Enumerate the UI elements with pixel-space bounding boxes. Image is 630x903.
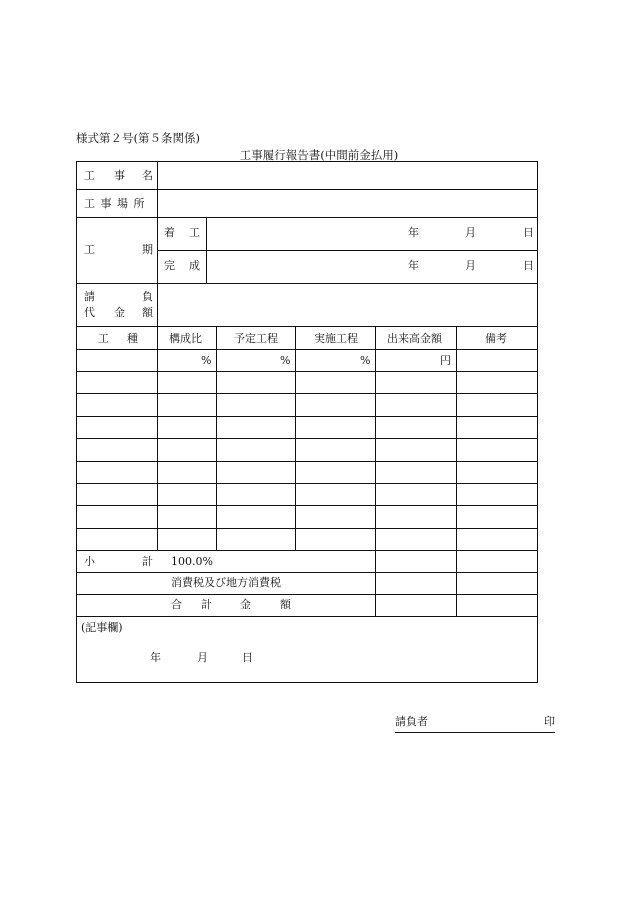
period-label-2: 期 xyxy=(142,243,153,256)
subtotal-ratio: 100.0% xyxy=(171,555,213,568)
rule xyxy=(77,349,537,350)
notes-month: 月 xyxy=(197,651,208,664)
subtotal-label-1: 小 xyxy=(84,555,95,568)
total-label-4: 額 xyxy=(280,598,291,611)
project-name-field[interactable] xyxy=(158,162,537,189)
rule xyxy=(77,528,537,529)
total-label-2: 計 xyxy=(201,598,212,611)
seal-label: 印 xyxy=(544,715,555,728)
contract-amount-label-5: 額 xyxy=(142,306,153,319)
header-amount: 出来高金額 xyxy=(387,332,442,345)
end-month: 月 xyxy=(465,259,476,272)
rule xyxy=(77,594,537,595)
project-name-label-3: 名 xyxy=(142,169,153,182)
start-label-1: 着 xyxy=(164,226,175,239)
contract-amount-label-3: 代 xyxy=(84,306,95,319)
project-site-field[interactable] xyxy=(158,190,537,217)
project-name-label-2: 事 xyxy=(114,169,125,182)
tax-label: 消費税及び地方消費税 xyxy=(171,576,281,589)
header-remarks: 備考 xyxy=(485,332,507,345)
end-year: 年 xyxy=(408,259,419,272)
end-day: 日 xyxy=(523,259,534,272)
notes-year: 年 xyxy=(150,651,161,664)
project-site-label: 工 事 場 所 xyxy=(84,197,146,210)
rule xyxy=(216,326,217,551)
notes-field[interactable] xyxy=(77,617,537,681)
end-label-1: 完 xyxy=(164,259,175,272)
unit-amount: 円 xyxy=(440,354,451,367)
rule xyxy=(157,326,158,551)
subtotal-label-2: 計 xyxy=(142,555,153,568)
period-label-1: 工 xyxy=(84,243,95,256)
header-kind-2: 種 xyxy=(127,332,138,345)
start-year: 年 xyxy=(408,226,419,239)
unit-planned: % xyxy=(280,354,291,367)
unit-ratio: % xyxy=(201,354,212,367)
rule xyxy=(295,326,296,551)
rule xyxy=(375,326,376,616)
rule xyxy=(456,326,457,616)
start-month: 月 xyxy=(465,226,476,239)
form-number: 様式第２号(第５条関係) xyxy=(76,131,200,145)
start-day: 日 xyxy=(523,226,534,239)
report-form xyxy=(76,161,538,683)
total-label-3: 金 xyxy=(240,598,251,611)
notes-day: 日 xyxy=(242,651,253,664)
end-label-2: 成 xyxy=(189,259,200,272)
start-date-field[interactable] xyxy=(207,218,537,250)
unit-actual: % xyxy=(360,354,371,367)
start-label-2: 工 xyxy=(189,226,200,239)
total-label-1: 合 xyxy=(171,598,182,611)
rule xyxy=(77,371,537,372)
rule xyxy=(77,416,537,417)
rule xyxy=(77,505,537,506)
signature-line xyxy=(395,713,555,733)
project-name-label-1: 工 xyxy=(84,169,95,182)
rule xyxy=(77,572,537,573)
rule xyxy=(77,483,537,484)
contract-amount-field[interactable] xyxy=(158,284,537,326)
notes-label: (記事欄) xyxy=(81,621,123,634)
rule xyxy=(77,461,537,462)
header-planned: 予定工程 xyxy=(234,332,278,345)
contract-amount-label-2: 負 xyxy=(142,290,153,303)
document-title-text: 工事履行報告書(中間前金払用) xyxy=(239,148,399,162)
contract-amount-label-1: 請 xyxy=(84,290,95,303)
header-ratio: 構成比 xyxy=(169,332,202,345)
contractor-label: 請負者 xyxy=(395,715,428,728)
contract-amount-label-4: 金 xyxy=(114,306,125,319)
rule xyxy=(77,326,537,327)
header-kind-1: 工 xyxy=(98,332,109,345)
rule xyxy=(77,438,537,439)
header-actual: 実施工程 xyxy=(314,332,358,345)
rule xyxy=(77,550,537,551)
rule xyxy=(77,393,537,394)
end-date-field[interactable] xyxy=(207,251,537,283)
